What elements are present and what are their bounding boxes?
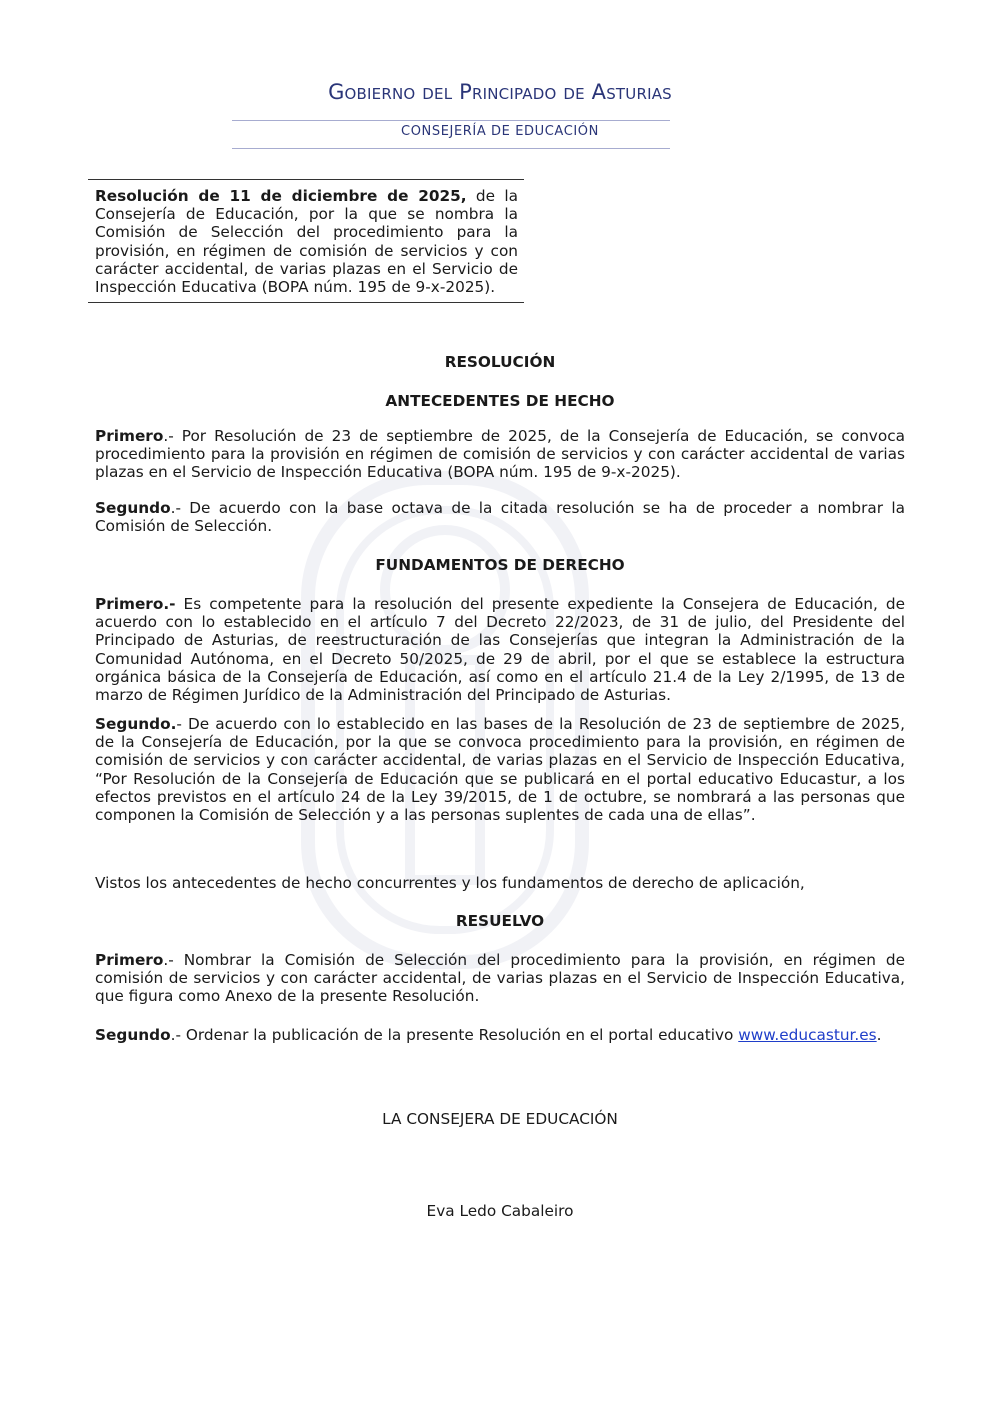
fundamento-primero-label: Primero.- [95,595,176,613]
antecedente-primero-label: Primero [95,427,164,445]
resuelvo-segundo-text: .- Ordenar la publicación de la presente Resolución en el portal educativo [170,1026,739,1044]
vistos-paragraph: Vistos los antecedentes de hecho concurrentes y los fundamentos de derecho de aplicación, [95,874,805,892]
signature-name: Eva Ledo Cabaleiro [426,1202,574,1220]
heading-resolucion: RESOLUCIÓN [444,353,556,371]
antecedente-primero [95,427,905,482]
antecedente-segundo [95,499,905,535]
resuelvo-primero [95,951,905,1006]
heading-antecedentes: ANTECEDENTES DE HECHO [385,392,615,410]
fundamento-primero-text: Es competente para la resolución del presente expediente la Consejera de Educación, de acuerdo con lo establecido en el artículo 7 del Decreto 22/2023, de 31 de julio, del Presidente del Principado de Asturias, de reestructuración de las Consejerías que integran la Administración de la Comunidad Autónoma, en el Decreto 50/2025, de 29 de abril, por el que se establece la estructura orgánica básica de la Consejería de Educación, así como en el artículo 21.4 de la Ley 2/1995, de 13 de marzo de Régimen Jurídico de la Administración del Principado de Asturias. [95,595,905,705]
educastur-link[interactable]: www.educastur.es [738,1026,877,1044]
summary-text [95,187,518,296]
resuelvo-segundo [95,1026,905,1044]
fundamento-segundo-text: - De acuerdo con lo establecido en las bases de la Resolución de 23 de septiembre de 2025, de la Consejería de Educación, por la que se convoca procedimiento para la provisión, en régimen de comisión de servicios y con carácter accidental, de varias plazas en el Servicio de Inspección Educativa, “Por Resolución de la Consejería de Educación que se publicará en el portal educativo Educastur, a los efectos previstos en el artículo 24 de la Ley 39/2015, de 1 de octubre, se nombrará a las personas que componen la Comisión de Selección y a las personas suplentes de cada una de ellas”. [95,715,905,825]
signature-role: LA CONSEJERA DE EDUCACIÓN [382,1110,618,1128]
resuelvo-primero-label: Primero [95,951,164,969]
header-divider-top [232,120,670,121]
header-title: Gobierno del Principado de Asturias [328,80,672,104]
heading-resuelvo: RESUELVO [455,912,545,930]
summary-body: de la Consejería de Educación, por la que se nombra la Comisión de Selección del procedimiento para la provisión, en régimen de comisión de servicios y con carácter accidental, de varias plazas en el Servicio de Inspección Educativa (BOPA núm. 195 de 9-x-2025). [95,187,518,297]
summary-date: Resolución de 11 de diciembre de 2025, [95,187,467,205]
fundamento-primero [95,595,905,704]
header-subtitle: CONSEJERÍA DE EDUCACIÓN [401,124,599,139]
resuelvo-segundo-period: . [876,1026,882,1044]
antecedente-primero-text: .- Por Resolución de 23 de septiembre de 2025, de la Consejería de Educación, se convoca procedimiento para la provisión en régimen de comisión de servicios y con carácter accidental de varias plazas en el Servicio de Inspección Educativa (BOPA núm. 195 de 9-x-2025). [95,427,905,482]
resuelvo-primero-text: .- Nombrar la Comisión de Selección del procedimiento para la provisión, en régimen de comisión de servicios y con carácter accidental, de varias plazas en el Servicio de Inspección Educativa, que figura como Anexo de la presente Resolución. [95,951,905,1006]
antecedente-segundo-text: .- De acuerdo con la base octava de la citada resolución se ha de proceder a nombrar la Comisión de Selección. [95,499,905,536]
antecedente-segundo-label: Segundo [95,499,171,517]
fundamento-segundo-label: Segundo. [95,715,177,733]
resuelvo-segundo-label: Segundo [95,1026,171,1044]
heading-fundamentos: FUNDAMENTOS DE DERECHO [375,556,625,574]
fundamento-segundo [95,715,905,824]
header-divider-bottom [232,148,670,149]
